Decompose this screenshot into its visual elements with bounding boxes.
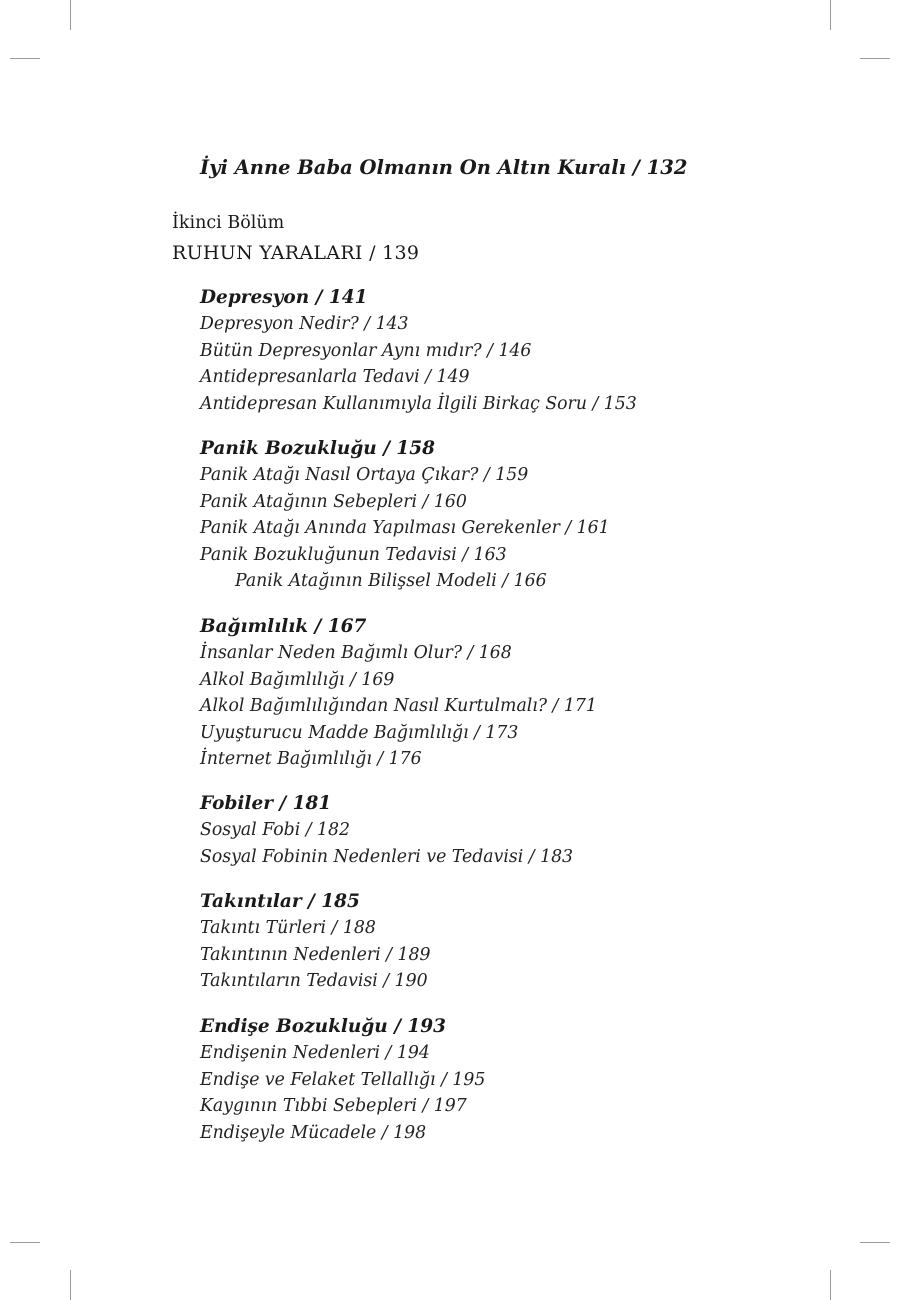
toc-entry: Kaygının Tıbbi Sebepleri / 197 bbox=[200, 1096, 467, 1117]
toc-section-takintilar bbox=[200, 888, 430, 995]
toc-entry: Panik Atağı Nasıl Ortaya Çıkar? / 159 bbox=[200, 465, 529, 485]
toc-subentry: Panik Atağının Bilişsel Modeli / 166 bbox=[235, 571, 547, 592]
toc-section-endise-bozuklugu bbox=[200, 1013, 485, 1146]
toc-entry: İnternet Bağımlılığı / 176 bbox=[200, 749, 422, 770]
toc-entry: Endişenin Nedenleri / 194 bbox=[200, 1043, 430, 1063]
toc-entry: Takıntı Türleri / 188 bbox=[200, 918, 376, 938]
section-heading: Panik Bozukluğu / 158 bbox=[200, 438, 436, 459]
toc-entry: Panik Atağı Anında Yapılması Gerekenler / 161 bbox=[200, 518, 610, 539]
toc-entry: Depresyon Nedir? / 143 bbox=[200, 314, 409, 334]
toc-top-entry: İyi Anne Baba Olmanın On Altın Kuralı / 132 bbox=[200, 156, 688, 179]
toc-section-bagimlilik bbox=[200, 613, 597, 773]
section-heading: Fobiler / 181 bbox=[200, 793, 332, 814]
toc-entry: Endişe ve Felaket Tellallığı / 195 bbox=[200, 1069, 486, 1090]
toc-entry: Antidepresan Kullanımıyla İlgili Birkaç Soru / 153 bbox=[200, 393, 637, 414]
toc-entry: Takıntıların Tedavisi / 190 bbox=[200, 971, 428, 992]
part-title: RUHUN YARALARI / 139 bbox=[172, 242, 420, 264]
toc-entry: Takıntının Nedenleri / 189 bbox=[200, 944, 431, 965]
section-heading: Bağımlılık / 167 bbox=[200, 616, 367, 637]
toc-part bbox=[172, 208, 419, 268]
toc-entry: İnsanlar Neden Bağımlı Olur? / 168 bbox=[200, 643, 512, 663]
toc-entry: Endişeyle Mücadele / 198 bbox=[200, 1122, 427, 1143]
section-heading: Depresyon / 141 bbox=[200, 287, 368, 308]
toc-entry: Sosyal Fobi / 182 bbox=[200, 820, 351, 840]
toc-entry: Alkol Bağımlılığından Nasıl Kurtulmalı? / 171 bbox=[200, 696, 597, 717]
toc-entry: Sosyal Fobinin Nedenleri ve Tedavisi / 183 bbox=[200, 846, 574, 867]
toc-entry: Alkol Bağımlılığı / 169 bbox=[200, 669, 395, 690]
section-heading: Takıntılar / 185 bbox=[200, 891, 360, 912]
part-label: İkinci Bölüm bbox=[172, 213, 285, 233]
toc-entry: Bütün Depresyonlar Aynı mıdır? / 146 bbox=[200, 340, 532, 361]
toc-entry: Panik Bozukluğunun Tedavisi / 163 bbox=[200, 544, 507, 565]
toc-section-depresyon bbox=[200, 284, 637, 417]
toc-entry: Uyuşturucu Madde Bağımlılığı / 173 bbox=[200, 722, 519, 743]
section-heading: Endişe Bozukluğu / 193 bbox=[200, 1016, 447, 1037]
toc-section-fobiler bbox=[200, 790, 573, 870]
toc-section-panik-bozuklugu bbox=[200, 435, 610, 595]
toc-entry: Antidepresanlarla Tedavi / 149 bbox=[200, 367, 470, 388]
toc-entry: Panik Atağının Sebepleri / 160 bbox=[200, 491, 467, 512]
